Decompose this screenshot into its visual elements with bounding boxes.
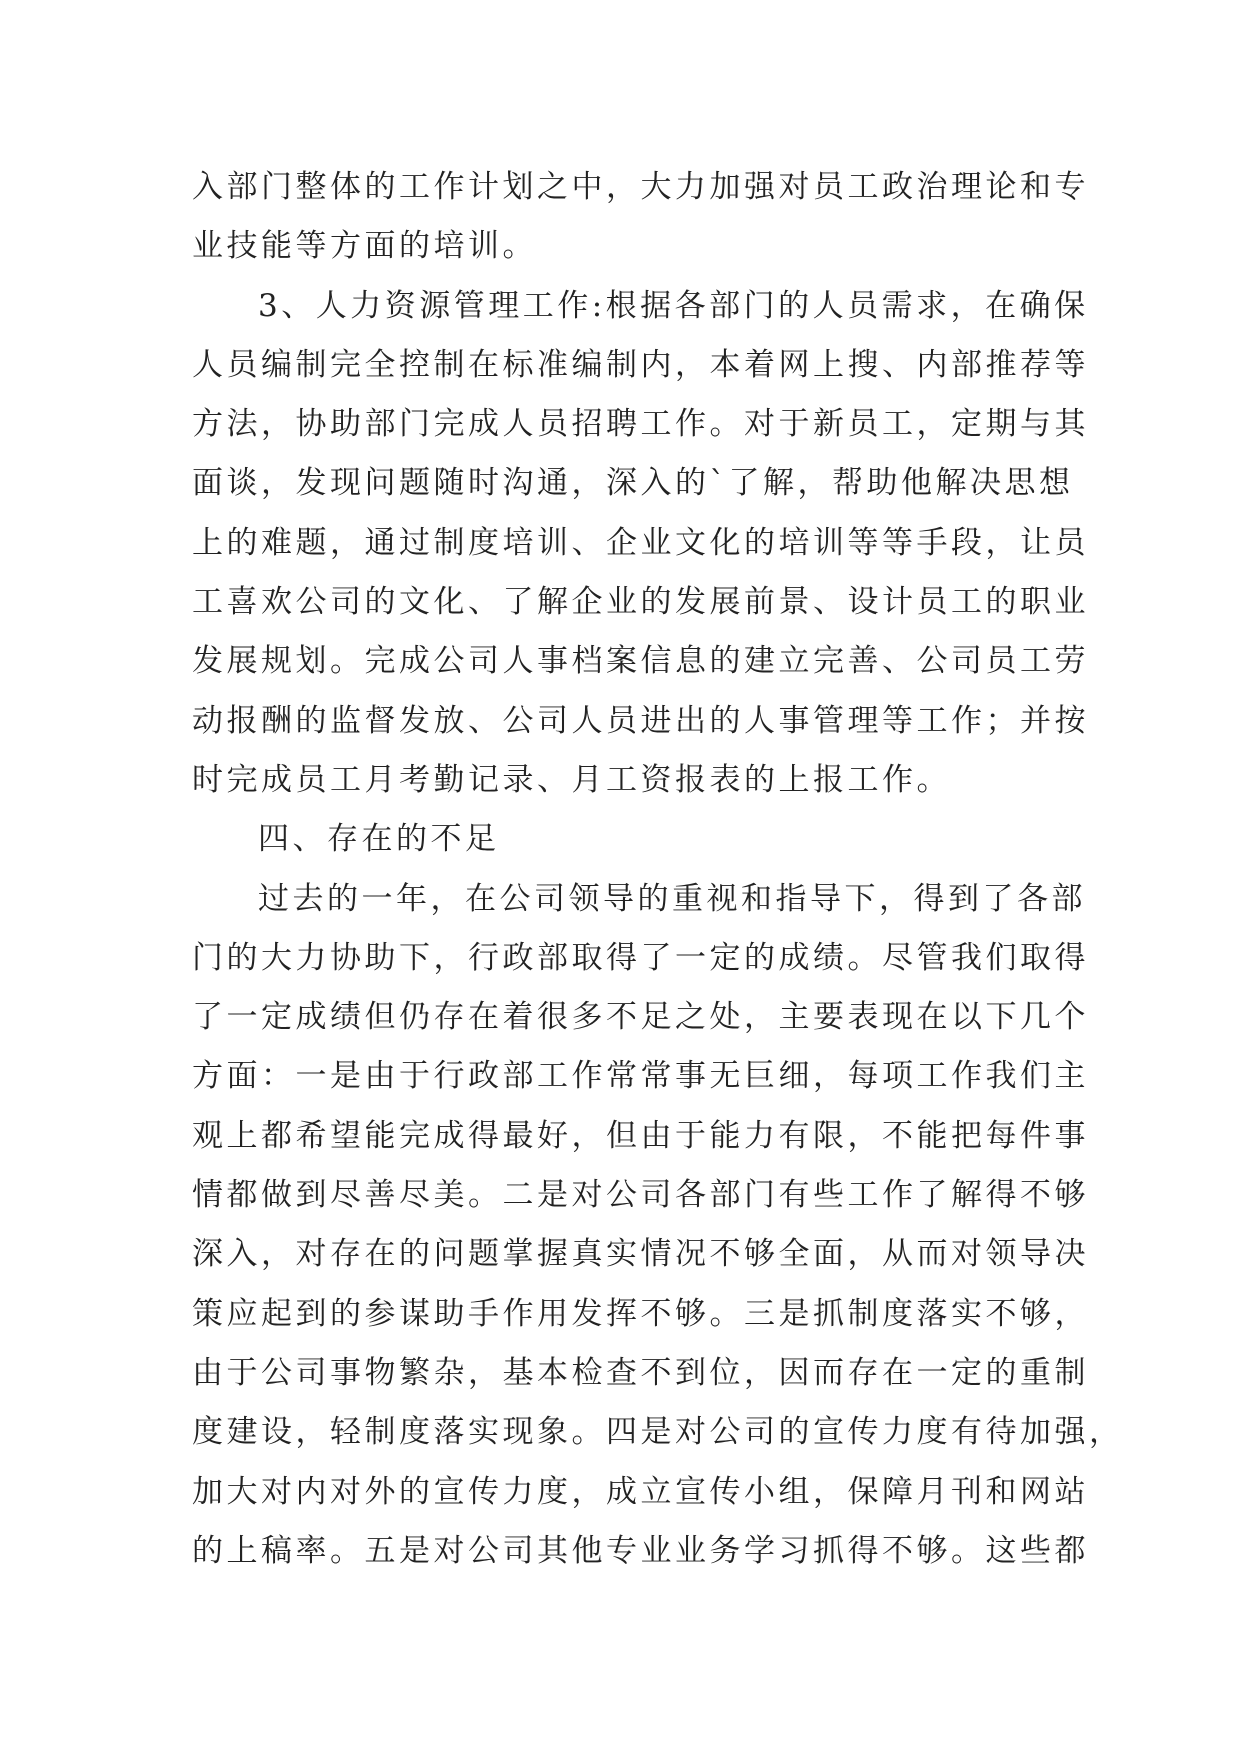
text-line: 观上都希望能完成得最好，但由于能力有限，不能把每件事 (192, 1117, 1089, 1154)
text-line: 上的难题，通过制度培训、企业文化的培训等等手段，让员 (192, 524, 1089, 561)
text-line: 面谈，发现问题随时沟通，深入的`了解，帮助他解决思想 (192, 465, 1074, 502)
text-line: 由于公司事物繁杂，基本检查不到位，因而存在一定的重制 (192, 1354, 1089, 1391)
text-line: 3、人力资源管理工作:根据各部门的人员需求，在确保 (258, 287, 1089, 324)
text-line: 了一定成绩但仍存在着很多不足之处，主要表现在以下几个 (192, 999, 1089, 1036)
text-line: 四、存在的不足 (258, 821, 500, 858)
text-line: 情都做到尽善尽美。二是对公司各部门有些工作了解得不够 (192, 1177, 1089, 1214)
text-line: 发展规划。完成公司人事档案信息的建立完善、公司员工劳 (192, 643, 1089, 680)
text-line: 门的大力协助下，行政部取得了一定的成绩。尽管我们取得 (192, 939, 1089, 976)
text-line: 策应起到的参谋助手作用发挥不够。三是抓制度落实不够， (192, 1295, 1089, 1332)
text-line: 业技能等方面的培训。 (192, 228, 537, 265)
text-line: 加大对内对外的宣传力度，成立宣传小组，保障月刊和网站 (192, 1473, 1089, 1510)
text-line: 时完成员工月考勤记录、月工资报表的上报工作。 (192, 761, 951, 798)
text-line: 人员编制完全控制在标准编制内，本着网上搜、内部推荐等 (192, 346, 1089, 383)
text-line: 入部门整体的工作计划之中，大力加强对员工政治理论和专 (192, 169, 1089, 205)
text-line: 工喜欢公司的文化、了解企业的发展前景、设计员工的职业 (192, 584, 1089, 621)
text-line: 方法，协助部门完成人员招聘工作。对于新员工，定期与其 (192, 406, 1089, 443)
document-body (192, 158, 1124, 1581)
text-line: 的上稿率。五是对公司其他专业业务学习抓得不够。这些都 (192, 1532, 1089, 1569)
text-line: 度建设，轻制度落实现象。四是对公司的宣传力度有待加强， (192, 1414, 1124, 1451)
text-line: 动报酬的监督发放、公司人员进出的人事管理等工作；并按 (192, 702, 1089, 739)
text-line: 深入，对存在的问题掌握真实情况不够全面，从而对领导决 (192, 1236, 1089, 1273)
text-line: 方面：一是由于行政部工作常常事无巨细，每项工作我们主 (192, 1058, 1089, 1095)
text-line: 过去的一年，在公司领导的重视和指导下，得到了各部 (258, 880, 1086, 917)
